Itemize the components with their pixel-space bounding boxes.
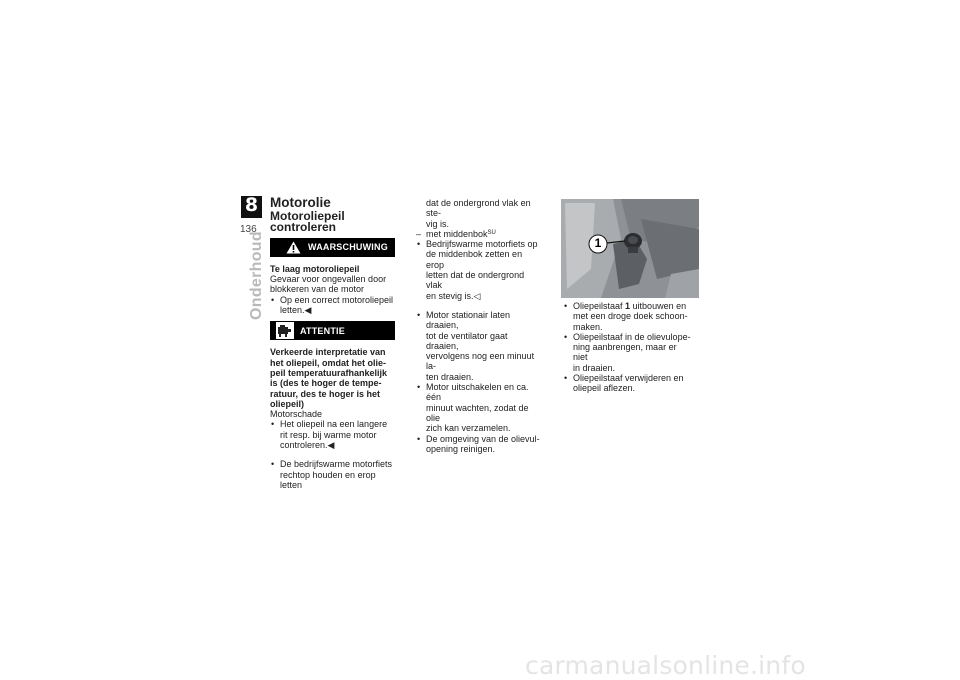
warning-text-line: blokkeren van de motor (270, 284, 365, 295)
warning-label: WAARSCHUWING (308, 242, 388, 253)
bullet-line: letten dat de ondergrond vlak (426, 270, 525, 291)
text-line: vig is. (426, 218, 450, 229)
bullet-line: rit resp. bij warme motor (280, 429, 377, 440)
bullet-dot: • (271, 294, 275, 305)
text-line: dat de ondergrond vlak en ste- (426, 198, 531, 219)
bullet-line: Oliepeilstaaf in de olievulope- (573, 331, 691, 342)
bullet-line: Het oliepeil na een langere (280, 419, 388, 430)
step-bullet (416, 239, 541, 301)
attention-consequence: Motorschade (270, 409, 323, 420)
end-mark: ◀ (327, 440, 335, 451)
subsection-title: Motoroliepeil controleren (270, 209, 345, 234)
attention-heading-line: Verkeerde interpretatie van (270, 347, 386, 358)
bullet-line: rechtop houden en erop letten (280, 469, 376, 490)
bullet-line: De omgeving van de olievul- (426, 433, 540, 444)
bullet-line: vervolgens nog een minuut la- (426, 351, 535, 372)
bullet-line: Bedrijfswarme motorfiets op (426, 239, 538, 250)
attention-engine-icon (276, 322, 294, 339)
bullet-line: zich kan verzamelen. (426, 423, 511, 434)
warning-heading: Te laag motoroliepeil (270, 263, 360, 274)
dash-mark: – (416, 228, 422, 239)
step-bullet (563, 373, 693, 394)
bullet-dot: • (271, 419, 275, 430)
bullet-line: tot de ventilator gaat draaien, (426, 330, 508, 351)
column-2 (416, 198, 541, 454)
step-bullet (563, 301, 693, 332)
end-mark-open: ◁ (473, 290, 481, 301)
bullet-dot: • (417, 309, 421, 320)
step-bullet (416, 310, 541, 382)
bullet-line: Op een correct motoroliepeil (280, 294, 394, 305)
bullet-text: Oliepeilstaaf (573, 301, 626, 311)
bullet-line: letten. (280, 305, 305, 316)
bullet-line: Motor uitschakelen en ca. één (426, 382, 529, 403)
bullet-line: met een droge doek schoon- (573, 311, 688, 322)
bullet-line: de middenbok zetten en erop (426, 249, 523, 270)
attention-bar (270, 321, 395, 340)
bullet-line: controleren. (280, 440, 328, 451)
column-3 (563, 301, 693, 394)
step-bullet (416, 434, 541, 455)
callout-ref: 1 (625, 301, 631, 311)
column-1 (270, 195, 395, 490)
attention-heading-line: ratuur, des te hoger is het (270, 388, 381, 399)
bullet-dot: • (564, 373, 568, 384)
warning-triangle-icon (284, 239, 302, 256)
attention-heading-line: het oliepeil, omdat het olie- (270, 357, 387, 368)
oil-dipstick-photo (561, 199, 699, 298)
variant-dash (416, 229, 541, 239)
bullet-dot: • (417, 433, 421, 444)
bullet-line: minuut wachten, zodat de olie (426, 402, 529, 423)
attention-label: ATTENTIE (300, 325, 345, 336)
step-bullet (563, 332, 693, 373)
warning-text-line: Gevaar voor ongevallen door (270, 274, 387, 285)
bullet-line: maken. (573, 321, 603, 332)
watermark: carmanualsonline.info (525, 651, 806, 680)
warning-bar (270, 238, 395, 257)
bullet-dot: • (271, 459, 275, 470)
bullet-line: oliepeil aflezen. (573, 383, 636, 394)
photo-callout-1: 1 (594, 236, 602, 250)
end-mark: ◀ (304, 305, 312, 316)
bullet-line: ten draaien. (426, 371, 474, 382)
bullet-dot: • (564, 301, 568, 311)
bullet-dot: • (417, 239, 421, 250)
superscript-su: SU (487, 229, 496, 236)
chapter-number: 8 (244, 194, 259, 216)
section-title: Motorolie (270, 195, 331, 210)
bullet-text: uitbouwen en (630, 301, 687, 311)
bullet-line: opening reinigen. (426, 443, 496, 454)
dash-text: met middenbok (426, 228, 488, 239)
attention-bullet (270, 419, 395, 450)
page-number: 136 (240, 224, 257, 235)
continued-text (416, 198, 541, 229)
warning-bullet (270, 295, 395, 316)
bullet-line: in draaien. (573, 362, 616, 373)
bullet-dot: • (417, 382, 421, 393)
bullet-line: Motor stationair laten draaien, (426, 309, 511, 331)
bullet-dot: • (564, 331, 568, 342)
bullet-line: Oliepeilstaaf verwijderen en (573, 373, 684, 384)
step-bullet (416, 382, 541, 433)
bullet-line: en stevig is. (426, 290, 474, 301)
bullet-line: ning aanbrengen, maar er niet (573, 342, 677, 363)
attention-heading-line: is (des te hoger de tempe- (270, 378, 382, 389)
step-bullet (270, 459, 395, 490)
bullet-line: De bedrijfswarme motorfiets (280, 459, 393, 470)
attention-heading-line: peil temperatuurafhankelijk (270, 367, 388, 378)
attention-heading-line: oliepeil) (270, 398, 305, 409)
chapter-side-label: Onderhoud (248, 231, 265, 320)
